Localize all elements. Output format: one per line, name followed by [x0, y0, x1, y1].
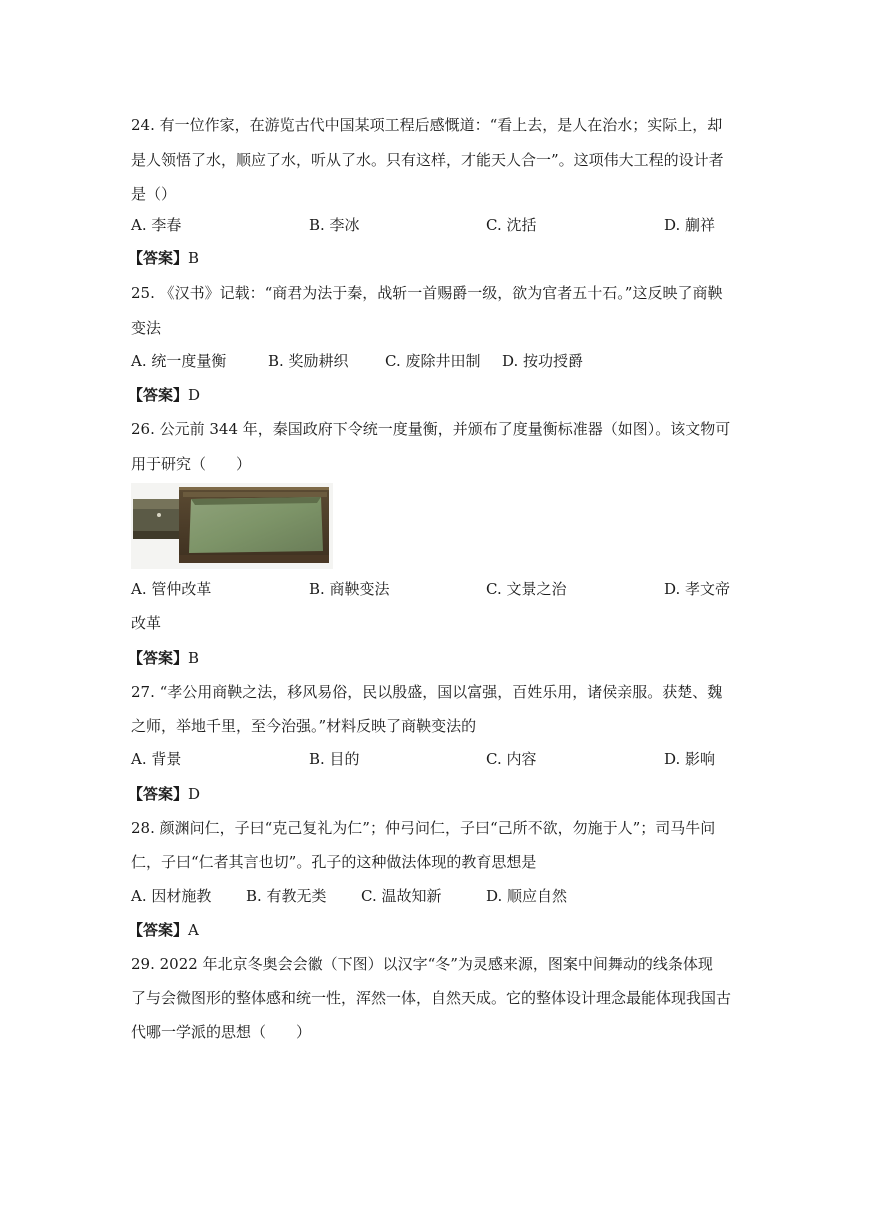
q28-option-b: B. 有教无类 [246, 887, 327, 905]
q25-option-d: D. 按功授爵 [502, 352, 584, 370]
q26-option-a: A. 管仲改革 [131, 580, 212, 598]
q25-option-c: C. 废除井田制 [385, 352, 481, 370]
q26-option-c: C. 文景之治 [486, 580, 567, 598]
answer-value: A [188, 921, 199, 939]
answer-value: B [188, 249, 200, 267]
q27-option-b: B. 目的 [309, 750, 360, 768]
answer-value: D [188, 386, 201, 404]
answer-value: B [188, 649, 200, 667]
q24-option-b: B. 李冰 [309, 216, 360, 234]
q26-answer [128, 648, 199, 668]
q27-line-1: 27. “孝公用商鞅之法，移风易俗，民以殷盛，国以富强，百姓乐用，诸侯亲服。获楚、魏 [131, 683, 723, 701]
q26-option-d-continuation: 改革 [131, 614, 162, 632]
q28-option-c: C. 温故知新 [361, 887, 442, 905]
q24-option-a: A. 李春 [131, 216, 182, 234]
answer-value: D [188, 785, 201, 803]
q27-answer [128, 784, 200, 804]
q27-option-d: D. 影响 [664, 750, 716, 768]
answer-tag: 【答案】 [128, 921, 189, 939]
q28-line-2: 仁，子曰“仁者其言也切”。孔子的这种做法体现的教育思想是 [131, 853, 537, 871]
q28-answer [128, 920, 199, 940]
answer-tag: 【答案】 [128, 649, 189, 667]
answer-tag: 【答案】 [128, 249, 189, 267]
q24-answer [128, 248, 199, 268]
q26-line-1: 26. 公元前 344 年，秦国政府下令统一度量衡，并颁布了度量衡标准器（如图）。该文物可 [131, 420, 731, 438]
q25-line-2: 变法 [131, 319, 162, 337]
q25-option-a: A. 统一度量衡 [131, 352, 227, 370]
q28-option-d: D. 顺应自然 [486, 887, 568, 905]
q24-line-1: 24. 有一位作家，在游览古代中国某项工程后感慨道：“看上去，是人在治水；实际上，却 [131, 116, 723, 134]
answer-tag: 【答案】 [128, 785, 189, 803]
q27-line-2: 之师，举地千里，至今治强。”材料反映了商鞅变法的 [131, 717, 477, 735]
answer-tag: 【答案】 [128, 386, 189, 404]
q29-line-2: 了与会微图形的整体感和统一性，浑然一体，自然天成。它的整体设计理念最能体现我国古 [131, 989, 732, 1007]
q25-answer [128, 385, 200, 405]
q25-line-1: 25. 《汉书》记载：“商君为法于秦，战斩一首赐爵一级，欲为官者五十石。”这反映了商鞅 [131, 284, 723, 302]
q28-line-1: 28. 颜渊问仁，子曰“克己复礼为仁”；仲弓问仁，子曰“己所不欲，勿施于人”；司马牛问 [131, 819, 716, 837]
q27-option-a: A. 背景 [131, 750, 182, 768]
q29-line-3: 代哪一学派的思想（ ） [131, 1023, 312, 1041]
q26-option-d: D. 孝文帝 [664, 580, 731, 598]
q26-option-b: B. 商鞅变法 [309, 580, 390, 598]
q28-option-a: A. 因材施教 [131, 887, 212, 905]
q24-option-c: C. 沈括 [486, 216, 537, 234]
q27-option-c: C. 内容 [486, 750, 537, 768]
vessel-illustration [131, 483, 333, 569]
q24-line-2: 是人领悟了水，顺应了水，听从了水。只有这样，才能天人合一”。这项伟大工程的设计者 [131, 151, 724, 169]
q29-line-1: 29. 2022 年北京冬奥会会徽（下图）以汉字“冬”为灵感来源，图案中间舞动的线条体现 [131, 955, 713, 973]
q25-option-b: B. 奖励耕织 [268, 352, 349, 370]
q26-line-2: 用于研究（ ） [131, 455, 252, 473]
bronze-measure-vessel-image [131, 483, 333, 569]
q24-option-d: D. 蒯祥 [664, 216, 716, 234]
q24-line-3: 是（） [131, 185, 177, 203]
